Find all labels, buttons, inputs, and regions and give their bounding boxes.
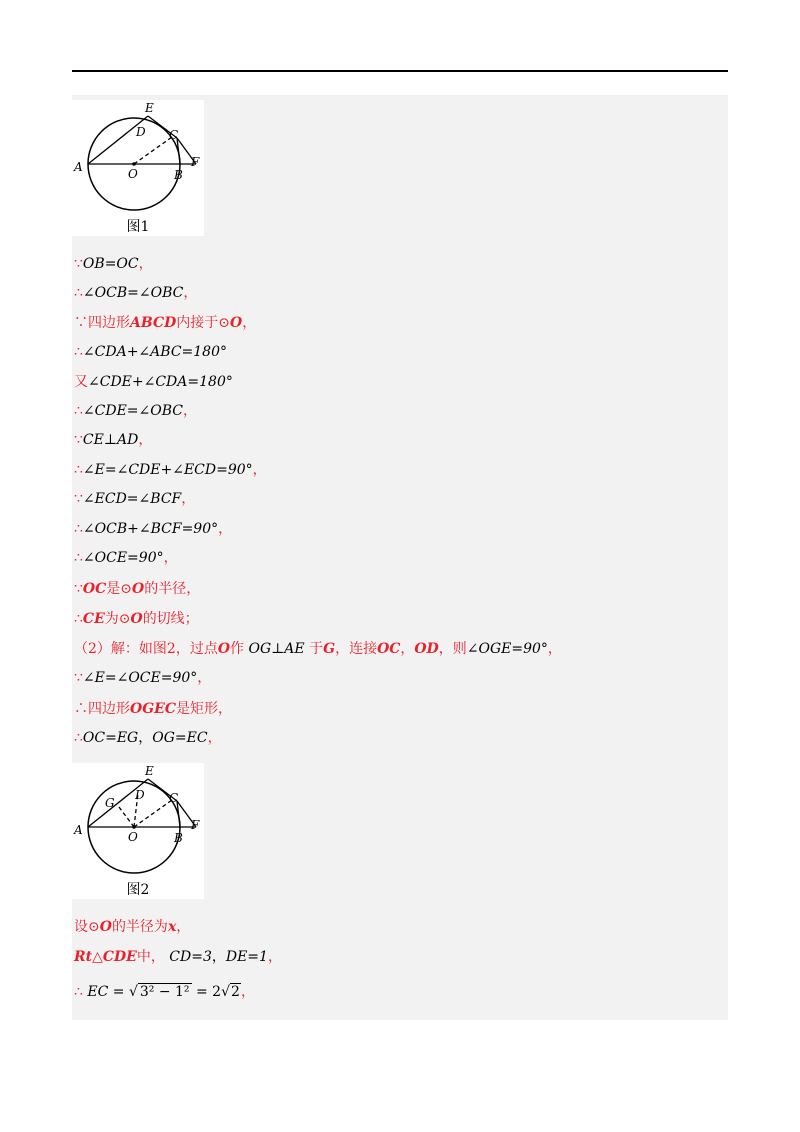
label-a: A — [74, 160, 83, 174]
figure-1-caption: 图1 — [126, 219, 150, 235]
label-d: D — [135, 788, 145, 802]
sqrt-sign: √ — [128, 984, 138, 1000]
line-ae — [88, 116, 148, 164]
geometry-diagram-1 — [72, 100, 204, 216]
proof-line-17: ∴OC=EG，OG=EC， — [74, 730, 222, 746]
proof-line-13: ∴CE为⊙O的切线； — [74, 611, 199, 627]
proof-line-7: ∵CE⊥AD， — [74, 432, 153, 448]
center-dot — [132, 162, 136, 166]
label-f: F — [191, 155, 200, 169]
label-o: O — [128, 167, 138, 181]
proof-line-9: ∵∠ECD=∠BCF， — [74, 491, 196, 507]
line-og-dashed — [119, 807, 134, 827]
label-a: A — [74, 823, 83, 837]
label-d: D — [136, 125, 146, 139]
figure-2 — [72, 763, 204, 899]
label-g: G — [105, 796, 115, 810]
proof-line-11: ∴∠OCE=90°， — [74, 550, 178, 566]
line-oc-dashed — [134, 800, 172, 827]
label-o: O — [128, 830, 138, 844]
line-oc-dashed — [134, 137, 172, 164]
proof-line-18: 设⊙O的半径为x， — [74, 919, 191, 935]
label-c: C — [169, 128, 179, 142]
label-f: F — [191, 818, 200, 832]
proof-line-12: ∵OC是⊙O的半径， — [74, 581, 201, 597]
figure-2-caption: 图2 — [126, 882, 150, 898]
label-e: E — [145, 764, 154, 778]
proof-line-19: Rt△CDE中， CD=3，DE=1， — [74, 949, 282, 965]
proof-line-10: ∴∠OCB+∠BCF=90°， — [74, 521, 233, 537]
proof-line-5: 又∠CDE+∠CDA=180° — [74, 374, 233, 390]
label-b: B — [174, 168, 183, 182]
line-ae — [88, 779, 148, 827]
proof-line-2: ∴∠OCB=∠OBC， — [74, 285, 198, 301]
figure-1 — [72, 100, 204, 236]
proof-line-8: ∴∠E=∠CDE+∠ECD=90°， — [74, 462, 267, 478]
label-e: E — [145, 101, 154, 115]
proof-line-3: ∵四边形ABCD内接于⊙O， — [74, 315, 257, 331]
geometry-diagram-2 — [72, 763, 204, 879]
solution-part-2: （2）解：如图2，过点O作 OG⊥AE 于G，连接OC，OD，则∠OGE=90°， — [74, 641, 562, 657]
center-dot — [132, 825, 136, 829]
proof-line-4: ∴∠CDA+∠ABC=180° — [74, 344, 227, 360]
header-rule — [72, 70, 728, 72]
proof-line-1: ∵OB=OC， — [74, 256, 153, 272]
label-b: B — [174, 831, 183, 845]
proof-line-20: ∴ EC = √ 3² − 1² = 2√2， — [74, 984, 255, 1000]
sqrt-sign-2: √ — [221, 984, 231, 1000]
proof-line-16: ∴四边形OGEC是矩形， — [74, 701, 232, 717]
proof-line-15: ∵∠E=∠OCE=90°， — [74, 670, 212, 686]
label-c: C — [169, 791, 179, 805]
proof-line-6: ∴∠CDE=∠OBC， — [74, 403, 198, 419]
